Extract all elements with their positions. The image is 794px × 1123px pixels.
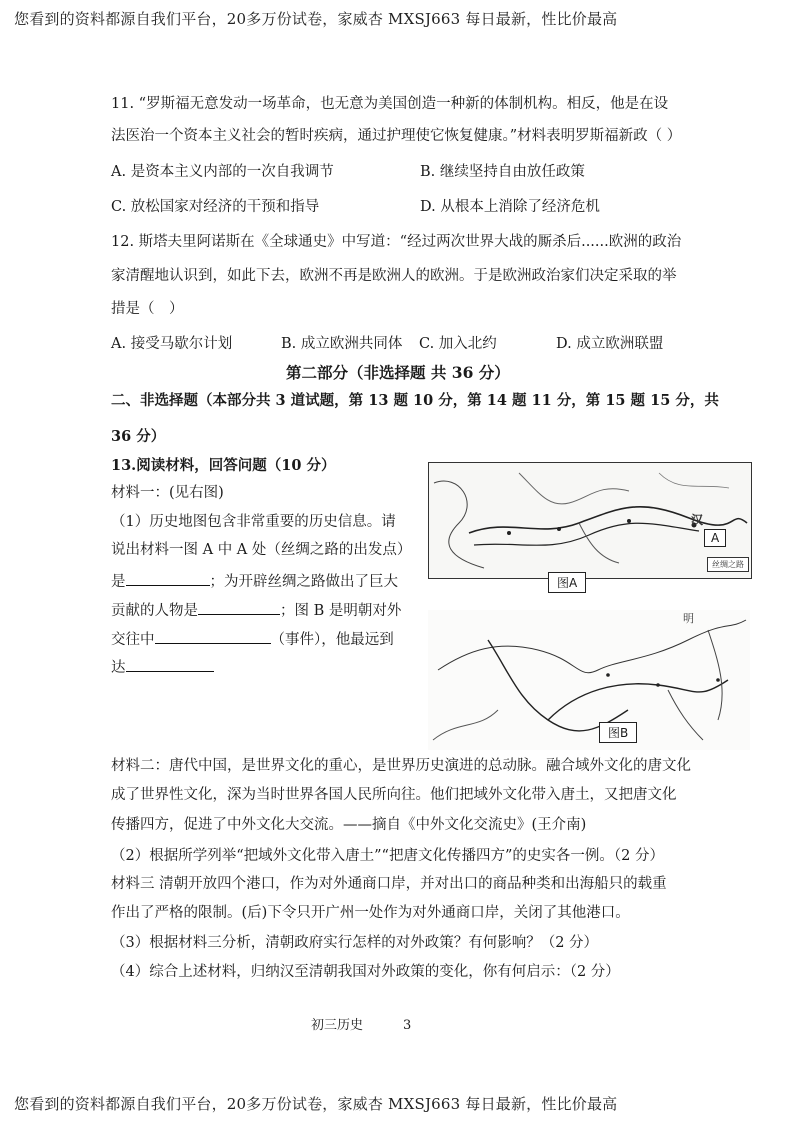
footer-subject: 初三历史 <box>311 1018 364 1033</box>
answer-blank-3[interactable] <box>155 631 271 644</box>
section-line1: 二、非选择题（本部分共 3 道试题，第 13 题 10 分，第 14 题 11 分，第 15 题 15 分，共 <box>111 392 719 409</box>
banner-top: 您看到的资料都源自我们平台，20多万份试卷，家威杏 MXSJ663 每日最新，性比价最高 <box>14 10 618 28</box>
material3-line1: 材料三 清朝开放四个港口，作为对外通商口岸，并对出口的商品种类和出海船只的载重 <box>111 876 667 892</box>
material2-line2: 成了世界性文化，深为当时世界各国人民所向往。他们把域外文化带入唐土，又把唐文化 <box>111 787 677 803</box>
q13-sub1-line4-end: ；图 B 是明朝对外 <box>280 603 402 619</box>
map-b-drawing <box>428 610 750 750</box>
map-a-legend: 丝绸之路 <box>707 557 749 572</box>
q13-heading: 13.阅读材料，回答问题（10 分） <box>111 457 336 474</box>
answer-blank-2[interactable] <box>198 602 280 615</box>
map-b-zheng-he-voyages <box>428 610 750 750</box>
map-a-silk-road <box>428 462 752 579</box>
q12-line2: 家清醒地认识到，如此下去，欧洲不再是欧洲人的欧洲。于是欧洲政治家们决定采取的举 <box>111 268 677 284</box>
q11-option-a: A. 是资本主义内部的一次自我调节 <box>111 164 334 180</box>
answer-blank-1[interactable] <box>126 573 210 586</box>
q13-sub1-line5 <box>111 631 394 648</box>
map-a-place-han: 汉 <box>691 513 704 527</box>
page-footer <box>311 1014 451 1033</box>
material3-line2: 作出了严格的限制。(后)下令只开广州一处作为对外通商口岸，关闭了其他港口。 <box>111 905 630 921</box>
map-b-place-ming: 明 <box>683 612 694 625</box>
q11-line1: 11. “罗斯福无意发动一场革命，也无意为美国创造一种新的体制机构。相反，他是在设 <box>111 96 669 112</box>
q13-sub1-line6-start: 达 <box>111 660 126 676</box>
q13-sub1-line4-start: 贡献的人物是 <box>111 603 198 619</box>
q13-sub1-line1: （1）历史地图包含非常重要的历史信息。请 <box>111 514 396 530</box>
q13-sub1-line2: 说出材料一图 A 中 A 处（丝绸之路的出发点） <box>111 542 412 558</box>
q11-option-c: C. 放松国家对经济的干预和指导 <box>111 199 320 215</box>
q13-sub1-line3-start: 是 <box>111 574 126 590</box>
q13-sub2: （2）根据所学列举“把域外文化带入唐土”“把唐文化传播四方”的史实各一例。（2 分） <box>111 848 664 864</box>
q13-sub1-line5-start: 交往中 <box>111 632 155 648</box>
q13-material1: 材料一：(见右图) <box>111 485 224 501</box>
q12-option-c: C. 加入北约 <box>419 336 497 352</box>
q12-line3: 措是（ ） <box>111 301 184 317</box>
section-line2: 36 分） <box>111 428 166 445</box>
q12-option-a: A. 接受马歇尔计划 <box>111 336 233 352</box>
footer-page-number: 3 <box>403 1018 412 1033</box>
q12-option-b: B. 成立欧洲共同体 <box>281 336 403 352</box>
q13-sub3: （3）根据材料三分析，清朝政府实行怎样的对外政策？有何影响？（2 分） <box>111 935 599 951</box>
map-a-label: 图A <box>548 572 586 593</box>
q13-sub1-line3 <box>111 573 398 590</box>
q13-sub1-line5-end: （事件），他最远到 <box>270 632 394 648</box>
q13-sub4: （4）综合上述材料，归纳汉至清朝我国对外政策的变化，你有何启示：（2 分） <box>111 964 620 980</box>
answer-blank-4[interactable] <box>126 659 214 672</box>
q11-option-d: D. 从根本上消除了经济危机 <box>420 199 600 215</box>
material2-line1: 材料二：唐代中国，是世界文化的重心，是世界历史演进的总动脉。融合域外文化的唐文化 <box>111 758 691 774</box>
map-a-corner-letter: A <box>704 529 726 547</box>
map-b-label: 图B <box>599 722 637 743</box>
q12-line1: 12. 斯塔夫里阿诺斯在《全球通史》中写道：“经过两次世界大战的厮杀后......欧洲的政治 <box>111 234 682 250</box>
q11-line2: 法医治一个资本主义社会的暂时疾病，通过护理使它恢复健康。”材料表明罗斯福新政（ ） <box>111 128 682 144</box>
material2-line3: 传播四方，促进了中外文化大交流。——摘自《中外文化交流史》(王介南) <box>111 817 587 833</box>
banner-bottom: 您看到的资料都源自我们平台，20多万份试卷，家威杏 MXSJ663 每日最新，性比价最高 <box>14 1095 618 1113</box>
q11-option-b: B. 继续坚持自由放任政策 <box>420 164 585 180</box>
q12-option-d: D. 成立欧洲联盟 <box>556 336 664 352</box>
part2-title: 第二部分（非选择题 共 36 分） <box>286 363 510 382</box>
q13-sub1-line4 <box>111 602 401 619</box>
q13-sub1-line6 <box>111 659 214 676</box>
q13-sub1-line3-end: ；为开辟丝绸之路做出了巨大 <box>209 574 398 590</box>
